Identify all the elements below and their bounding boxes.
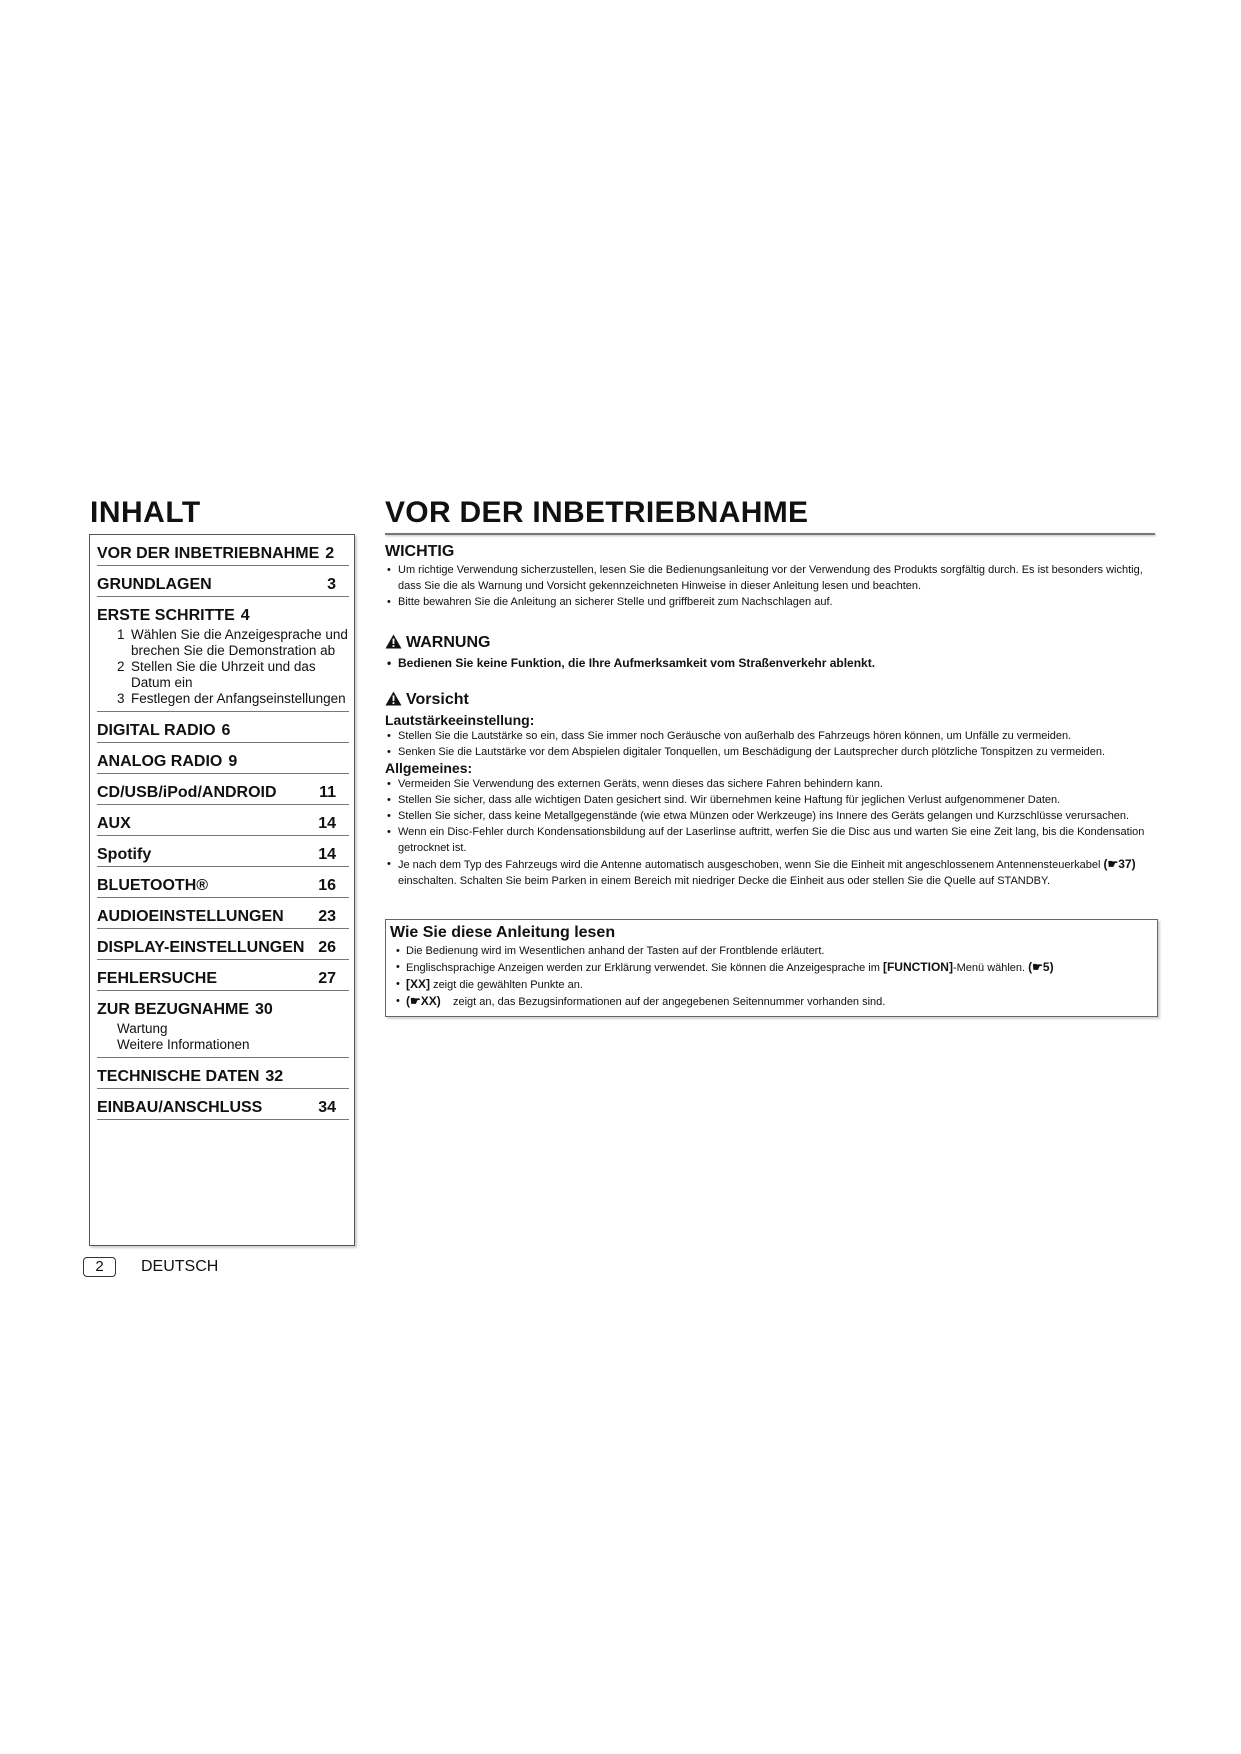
toc-entry-label: DISPLAY-EINSTELLUNGEN xyxy=(97,939,305,956)
list-item: • Die Bedienung wird im Wesentlichen anhand der Tasten auf der Frontblende erläutert. xyxy=(390,943,1153,959)
warnung-section xyxy=(385,633,1160,671)
toc-entry-page: 11 xyxy=(319,784,336,801)
toc-entry-label: ERSTE SCHRITTE xyxy=(97,607,235,624)
list-item-antenna xyxy=(385,856,1160,889)
toc-link-digital-radio[interactable] xyxy=(97,712,342,742)
antenna-text: Je nach dem Typ des Fahrzeugs wird die Antenne automatisch ausgeschoben, wenn Sie die Einheit mit angeschlossenem Antennensteuerkabel xyxy=(398,859,1101,871)
toc-entry-label: DIGITAL RADIO xyxy=(97,722,216,739)
toc-link-display-einstellungen[interactable] xyxy=(97,929,342,959)
list-item: • Stellen Sie sicher, dass alle wichtigen Daten gesichert sind. Wir übernehmen keine Haftung für jeglichen Verlust aufgenommener Daten. xyxy=(385,792,1160,808)
vorsicht-section xyxy=(385,690,1160,889)
list-item: • Bitte bewahren Sie die Anleitung an sicherer Stelle und griffbereit zum Nachschlagen auf. xyxy=(385,594,1160,610)
toc-subentry[interactable] xyxy=(97,627,349,659)
toc-entry-label: ZUR BEZUGNAHME xyxy=(97,1001,249,1018)
list-item: • Um richtige Verwendung sicherzustellen, lesen Sie die Bedienungsanleitung vor der Verwendung des Produkts sorgfältig durch. Es ist besonders wichtig, dass Sie die als Warnung und Vorsicht gekennzeichneten Hinweise in dieser Anleitung lesen und beachten. xyxy=(385,562,1160,594)
wichtig-list xyxy=(385,562,1160,610)
lautstaerke-list xyxy=(385,728,1160,760)
page-reference-link[interactable]: (☛37) xyxy=(1103,857,1136,871)
list-item: • Senken Sie die Lautstärke vor dem Abspielen digitaler Tonquellen, um Beschädigung der Lautsprecher durch plötzliche Tonspitzen zu vermeiden. xyxy=(385,744,1160,760)
howto-text: zeigt an, das Bezugsinformationen auf der angegebenen Seitennummer vorhanden sind. xyxy=(453,996,886,1008)
list-item xyxy=(390,993,1153,1010)
toc-link-technische-daten[interactable] xyxy=(97,1058,342,1088)
title-divider xyxy=(385,533,1155,535)
toc-entry xyxy=(97,836,349,867)
howto-heading: Wie Sie diese Anleitung lesen xyxy=(390,924,616,941)
toc-subentry-number: 3 xyxy=(117,691,125,706)
toc-entry xyxy=(97,535,349,566)
toc-subentry[interactable] xyxy=(97,659,349,691)
toc-entry-label: CD/USB/iPod/ANDROID xyxy=(97,784,277,801)
vorsicht-heading-row xyxy=(385,690,1160,712)
page-title: VOR DER INBETRIEBNAHME xyxy=(385,496,809,529)
toc-entry-page: 30 xyxy=(255,1001,273,1018)
key-notation: [XX] xyxy=(406,977,430,991)
toc-link-erste-schritte[interactable] xyxy=(97,597,342,627)
toc-entry-label: FEHLERSUCHE xyxy=(97,970,218,987)
how-to-read-box xyxy=(385,919,1158,1017)
wichtig-heading: WICHTIG xyxy=(385,543,455,560)
toc-entry-page: 14 xyxy=(318,846,336,863)
toc-link-vor-der-inbetriebnahme[interactable] xyxy=(97,535,342,565)
toc-link-zur-bezugnahme[interactable] xyxy=(97,991,342,1021)
toc-entry-page: 3 xyxy=(327,576,336,593)
toc-subentry-label: Wählen Sie die Anzeigesprache und brechen Sie die Demonstration ab xyxy=(131,627,348,658)
toc-entry-page: 4 xyxy=(240,607,250,624)
toc-entry-page: 27 xyxy=(318,970,336,987)
toc-entry xyxy=(97,1089,349,1120)
toc-subentry[interactable] xyxy=(97,1021,349,1037)
toc-link-analog-radio[interactable] xyxy=(97,743,342,773)
list-item: • Wenn ein Disc-Fehler durch Kondensationsbildung auf der Laserlinse auftritt, werfen Sie die Disc aus und warten Sie eine Zeit lang, bis die Kondensation getrocknet ist. xyxy=(385,824,1160,856)
antenna-text: einschalten. Schalten Sie beim Parken in einem Bereich mit niedriger Decke die Einheit aus oder stellen Sie die Quelle auf STANDBY. xyxy=(398,875,1050,887)
warning-triangle-icon xyxy=(385,634,402,655)
toc-entry-label: EINBAU/ANSCHLUSS xyxy=(97,1099,263,1116)
allgemeines-list xyxy=(385,776,1160,889)
reference-notation: (☛XX) xyxy=(406,994,441,1008)
list-item xyxy=(390,976,1153,993)
page-reference-link[interactable]: (☛5) xyxy=(1028,960,1054,974)
toc-entry xyxy=(97,597,349,712)
page-footer xyxy=(83,1257,218,1277)
toc-sublist xyxy=(97,1021,349,1057)
caution-triangle-icon xyxy=(385,691,402,712)
toc-entry xyxy=(97,991,349,1058)
toc-entry-label: TECHNISCHE DATEN xyxy=(97,1068,260,1085)
wichtig-section xyxy=(385,542,1160,610)
toc-entry-page: 2 xyxy=(325,545,335,562)
toc-entry xyxy=(97,1058,349,1089)
toc-entry-page: 14 xyxy=(318,815,336,832)
toc-entry-page: 26 xyxy=(318,939,336,956)
list-item: • Bedienen Sie keine Funktion, die Ihre Aufmerksamkeit vom Straßenverkehr ablenkt. xyxy=(385,655,1160,671)
toc-entry xyxy=(97,805,349,836)
toc-link-spotify[interactable] xyxy=(97,836,342,866)
toc-entry-page: 9 xyxy=(228,753,238,770)
toc-list xyxy=(97,535,352,1120)
toc-subentry-label: Weitere Informationen xyxy=(117,1037,250,1052)
toc-link-grundlagen[interactable] xyxy=(97,566,342,596)
toc-entry-page: 23 xyxy=(318,908,336,925)
toc-entry-label: AUX xyxy=(97,815,131,832)
function-key-label: [FUNCTION] xyxy=(882,960,953,974)
toc-link-fehlersuche[interactable] xyxy=(97,960,342,990)
warnung-list xyxy=(385,655,1160,671)
toc-entry-label: BLUETOOTH® xyxy=(97,877,209,894)
toc-subentry-label: Festlegen der Anfangseinstellungen xyxy=(131,691,346,706)
toc-entry xyxy=(97,898,349,929)
toc-link-audioeinstellungen[interactable] xyxy=(97,898,342,928)
toc-entry-page: 32 xyxy=(265,1068,284,1085)
toc-sublist xyxy=(97,627,349,711)
toc-entry-label: GRUNDLAGEN xyxy=(97,576,212,593)
howto-list xyxy=(390,943,1153,1010)
toc-link-einbau-anschluss[interactable] xyxy=(97,1089,342,1119)
howto-text: zeigt die gewählten Punkte an. xyxy=(433,979,583,991)
allgemeines-subheading: Allgemeines: xyxy=(385,760,473,776)
toc-entry xyxy=(97,867,349,898)
toc-entry-label: Spotify xyxy=(97,846,152,863)
toc-title: INHALT xyxy=(90,496,201,529)
vorsicht-heading: Vorsicht xyxy=(406,691,469,708)
toc-entry-label: ANALOG RADIO xyxy=(97,753,223,770)
toc-entry-page: 16 xyxy=(318,877,336,894)
toc-subentry[interactable] xyxy=(97,1037,349,1053)
list-item: • Stellen Sie die Lautstärke so ein, dass Sie immer noch Geräusche von außerhalb des Fahrzeugs hören können, um Unfälle zu vermeiden. xyxy=(385,728,1160,744)
toc-entry xyxy=(97,743,349,774)
toc-subentry-number: 1 xyxy=(117,627,125,642)
footer-language: DEUTSCH xyxy=(141,1258,219,1275)
warnung-heading-row xyxy=(385,633,1160,655)
toc-entry xyxy=(97,960,349,991)
howto-text: Englischsprachige Anzeigen werden zur Erklärung verwendet. Sie können die Anzeigesprache im xyxy=(406,962,880,974)
toc-entry-page: 6 xyxy=(221,722,231,739)
toc-subentry-label: Wartung xyxy=(117,1021,168,1036)
toc-entry-page: 34 xyxy=(318,1099,336,1116)
toc-entry xyxy=(97,774,349,805)
warnung-heading: WARNUNG xyxy=(406,634,491,651)
toc-box xyxy=(89,534,355,1246)
toc-entry-label: AUDIOEINSTELLUNGEN xyxy=(97,908,284,925)
lautstaerke-subheading: Lautstärkeeinstellung: xyxy=(385,712,535,728)
toc-entry xyxy=(97,929,349,960)
toc-entry-label: VOR DER INBETRIEBNAHME xyxy=(97,545,320,562)
howto-text: -Menü wählen. xyxy=(952,962,1026,974)
toc-link-cd-usb-ipod-android[interactable] xyxy=(97,774,342,804)
list-item: • Vermeiden Sie Verwendung des externen Geräts, wenn dieses das sichere Fahren behindern kann. xyxy=(385,776,1160,792)
toc-subentry-number: 2 xyxy=(117,659,125,674)
toc-subentry[interactable] xyxy=(97,691,349,707)
toc-link-aux[interactable] xyxy=(97,805,342,835)
page-number: 2 xyxy=(83,1257,116,1277)
list-item: • Stellen Sie sicher, dass keine Metallgegenstände (wie etwa Münzen oder Werkzeuge) ins Innere des Geräts gelangen und Kurzschlüsse verursachen. xyxy=(385,808,1160,824)
toc-entry xyxy=(97,566,349,597)
toc-entry xyxy=(97,712,349,743)
list-item xyxy=(390,959,1153,976)
toc-link-bluetooth[interactable] xyxy=(97,867,342,897)
toc-subentry-label: Stellen Sie die Uhrzeit und das Datum ein xyxy=(131,659,316,690)
